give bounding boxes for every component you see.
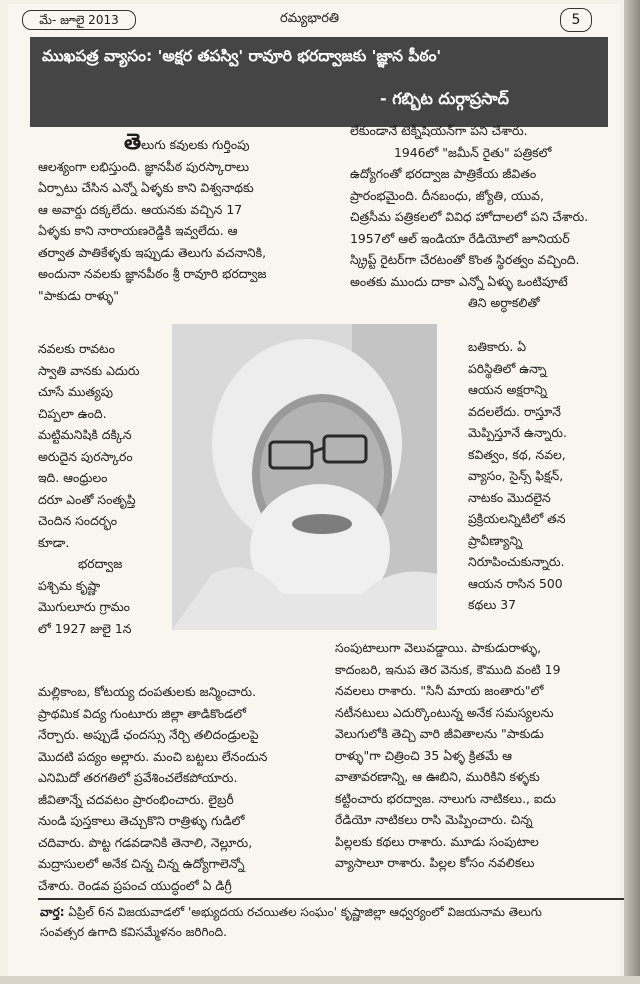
magazine-name: రమ్యభారతి xyxy=(280,11,340,26)
text-line: నటీనటులు ఎదుర్కొంటున్న అనేక సమస్యలను xyxy=(335,704,554,720)
text-line: సంపుటాలుగా వెలువడ్డాయి. పాకుడురాళ్ళు, xyxy=(335,640,542,655)
drop-cap: తె xyxy=(124,130,142,155)
footer-divider xyxy=(38,898,624,900)
page-number: 5 xyxy=(560,8,592,32)
text-line: స్వాతి వానకు ఎదురు xyxy=(38,362,140,378)
text-line: "పాకుడు రాళ్ళు" xyxy=(38,287,119,303)
news-footer xyxy=(40,902,626,942)
first-line-text: లుగు కవులకు గుర్తింపు xyxy=(141,137,250,152)
text-line: వ్యాసం, సైన్స్ ఫిక్షన్, xyxy=(468,468,564,483)
first-line xyxy=(38,132,330,156)
footer-line: సంవత్సర ఉగాది కవిసమ్మేళనం జరిగింది. xyxy=(40,925,227,939)
text-line: నేర్చారు. అప్పుడే ఛందస్సు నేర్చి తలిదండ్రులపై xyxy=(38,727,259,742)
text-line: వెలుగులోకి తెచ్చి వారి జీవితాలను "పాకుడు xyxy=(335,726,544,741)
text-line: నాటకం మొదలైన xyxy=(468,489,551,505)
text-line: చూసే ముత్యపు xyxy=(38,384,114,399)
issue-date: మే- జూలై 2013 xyxy=(22,10,136,30)
text-line: అందునా నవలకు జ్ఞానపీఠం శ్రీ రావూరి భరద్వాజ xyxy=(38,266,267,281)
text-line: చిత్రసీమ పత్రికలలో వివిధ హోదాలలో పని చేశారు. xyxy=(350,209,589,224)
text-line: రాళ్ళు"గా చిత్రించి 35 ఏళ్ళ క్రితమే ఆ xyxy=(335,747,513,763)
text-line: అంతకు ముందు దాకా ఎన్నో ఏళ్ళు ఒంటిపూటే xyxy=(350,273,568,289)
text-line: కూడా. xyxy=(38,534,70,550)
text-line: ఆలశ్యంగా లభిస్తుంది. జ్ఞానపీఠ పురస్కారాలు xyxy=(38,158,250,174)
text-line: బతికారు. ఏ xyxy=(468,339,527,354)
text-line: వాతావరణాన్ని, ఆ ఊబిని, మురికిని కళ్ళకు xyxy=(335,769,540,784)
text-line: 1946లో "జమీన్ రైతు" పత్రికలో xyxy=(394,144,552,160)
text-line: వ్యాసాలూ రాశారు. పిల్లల కోసం నవలికలు xyxy=(335,855,535,870)
text-line: నిరూపించుకున్నారు. xyxy=(468,554,565,569)
text-line: ఆయన రాసిన 500 xyxy=(468,575,563,591)
page-binding-edge xyxy=(624,0,640,984)
text-line: చదివారు. పొట్ట గడవడానికి తెనాలి, నెల్లూరు, xyxy=(38,834,253,850)
text-line: ఉద్యోగంతో భరద్వాజ పాత్రికేయ జీవితం xyxy=(350,166,537,181)
text-line: దరూ ఎంతో సంతృప్తి xyxy=(38,491,136,507)
text-line: తర్వాత పాతికేళ్ళకు ఇప్పుడు తెలుగు వచనానికి, xyxy=(38,244,267,260)
right-column-top xyxy=(350,120,612,314)
text-line: ప్రక్రియలన్నిటిలో తన xyxy=(468,511,566,526)
text-line: రేడియో నాటికలు రాసి మెప్పించారు. చిన్న xyxy=(335,812,533,827)
right-column-wrap xyxy=(468,336,614,616)
footer-label: వార్త: xyxy=(40,905,65,919)
left-column-top xyxy=(38,132,330,306)
text-line: ఏర్పాటు చేసిన ఎన్నో ఏళ్ళకు కాని విశ్వనాథకు xyxy=(38,180,254,195)
footer-text: ఏప్రిల్ 6న విజయవాడలో 'అభ్యుదయ రచయితల సంఘం' కృష్ణాజిల్లా ఆధ్వర్యంలో విజయనామ తెలుగు xyxy=(68,905,542,919)
text-line: కవిత్వం, కథ, నవల, xyxy=(468,446,566,462)
text-line: పశ్చిమ కృష్ణా xyxy=(38,577,101,593)
text-line: స్క్రిప్ట్ రైటర్‌గా చేరటంతో కొంత స్థిరత్వం వచ్చింది. xyxy=(350,252,580,267)
text-line: కథలు 37 xyxy=(468,597,516,612)
text-line: లేకుండానే టెక్నీషియన్‌గా పని చేశారు. xyxy=(350,123,528,138)
text-line: ప్రారంభమైంది. దీనబంధు, జ్యోతి, యువ, xyxy=(350,187,544,203)
text-line: 1957లో ఆల్ ఇండియా రేడియోలో జూనియర్ xyxy=(350,230,570,246)
text-line: మొదటి పద్యం అల్లారు. మంచి బట్టలు లేనందున xyxy=(38,748,268,764)
text-line: జీవితాన్నే చదవటం ప్రారంభించారు. లైబ్రరీ xyxy=(38,791,234,807)
text-line: చెందిన సందర్భం xyxy=(38,513,117,528)
text-line: వదలలేదు. రాస్తూనే xyxy=(468,403,561,419)
text-line: చేశారు. రెండవ ప్రపంచ యుద్ధంలో ఏ డిగ్రీ xyxy=(38,877,232,893)
text-line: చిప్పలా ఉంది. xyxy=(38,405,107,421)
text-line: ఎనిమిదో తరగతిలో ప్రవేశించలేకపోయారు. xyxy=(38,770,238,785)
author-photo xyxy=(172,324,437,630)
portrait-image xyxy=(172,324,437,630)
text-line: నుండి పుస్తకాలు తెచ్చుకొని రాత్రిళ్ళు గుడిలో xyxy=(38,813,245,828)
text-line: ఆయన అక్షరాన్ని xyxy=(468,382,547,397)
bottom-right-column xyxy=(335,637,617,874)
page-bottom-edge xyxy=(0,976,640,984)
text-line: ఇది. ఆంధ్రులం xyxy=(38,470,108,485)
article-title: ముఖపత్ర వ్యాసం: 'అక్షర తపస్వి' రావూరి భరద్వాజకు 'జ్ఞాన పీఠం' xyxy=(42,47,442,65)
page-header xyxy=(22,8,594,32)
text-line: మల్లికాంబ, కోటయ్య దంపతులకు జన్మించారు. xyxy=(38,684,257,699)
text-line: నవలకు రావటం xyxy=(38,341,115,356)
text-line: ఏళ్ళకు కాని నారాయణరెడ్డికి ఇవ్వలేదు. ఆ xyxy=(38,223,238,238)
footer-line xyxy=(40,902,626,922)
bottom-left-column xyxy=(38,681,330,896)
text-line: కట్టించారు భరద్వాజ. నాలుగు నాటికలు., ఐదు xyxy=(335,790,556,806)
text-line: మొగులూరు గ్రామం xyxy=(38,599,130,614)
text-line: ఆ అవార్డు దక్కలేదు. ఆయనకు వచ్చిన 17 xyxy=(38,201,243,217)
text-line: మద్రాసులలో అనేక చిన్న చిన్న ఉద్యోగాలెన్నో xyxy=(38,856,245,871)
text-line: లో 1927 జులై 1న xyxy=(38,620,132,636)
left-column-wrap xyxy=(38,338,168,639)
article-author: - గబ్బిట దుర్గాప్రసాద్ xyxy=(380,89,509,108)
text-line: తిని అర్ధాకలితో xyxy=(468,295,540,310)
article-banner xyxy=(30,37,608,127)
text-line: భరద్వాజ xyxy=(78,556,123,571)
text-line: నవలలు రాశారు. "సినీ మాయ జంతారు"లో xyxy=(335,683,544,698)
text-line: ప్రావీణ్యాన్ని xyxy=(468,532,523,548)
text-line: మట్టిమనిషికి దక్కిన xyxy=(38,427,132,442)
text-line: కాదంబరి, ఇనుప తెర వెనుక, కౌముది వంటి 19 xyxy=(335,661,561,677)
text-line: పిల్లలకు కథలు రాశారు. మూడు సంపుటాల xyxy=(335,833,539,849)
text-line: మెప్పిస్తూనే ఉన్నారు. xyxy=(468,425,567,440)
text-line: అరుదైన పురస్కారం xyxy=(38,448,133,464)
text-line: పరిస్థితిలో ఉన్నా xyxy=(468,360,547,376)
text-line: ప్రాథమిక విద్య గుంటూరు జిల్లా తాడికొండలో xyxy=(38,705,247,721)
